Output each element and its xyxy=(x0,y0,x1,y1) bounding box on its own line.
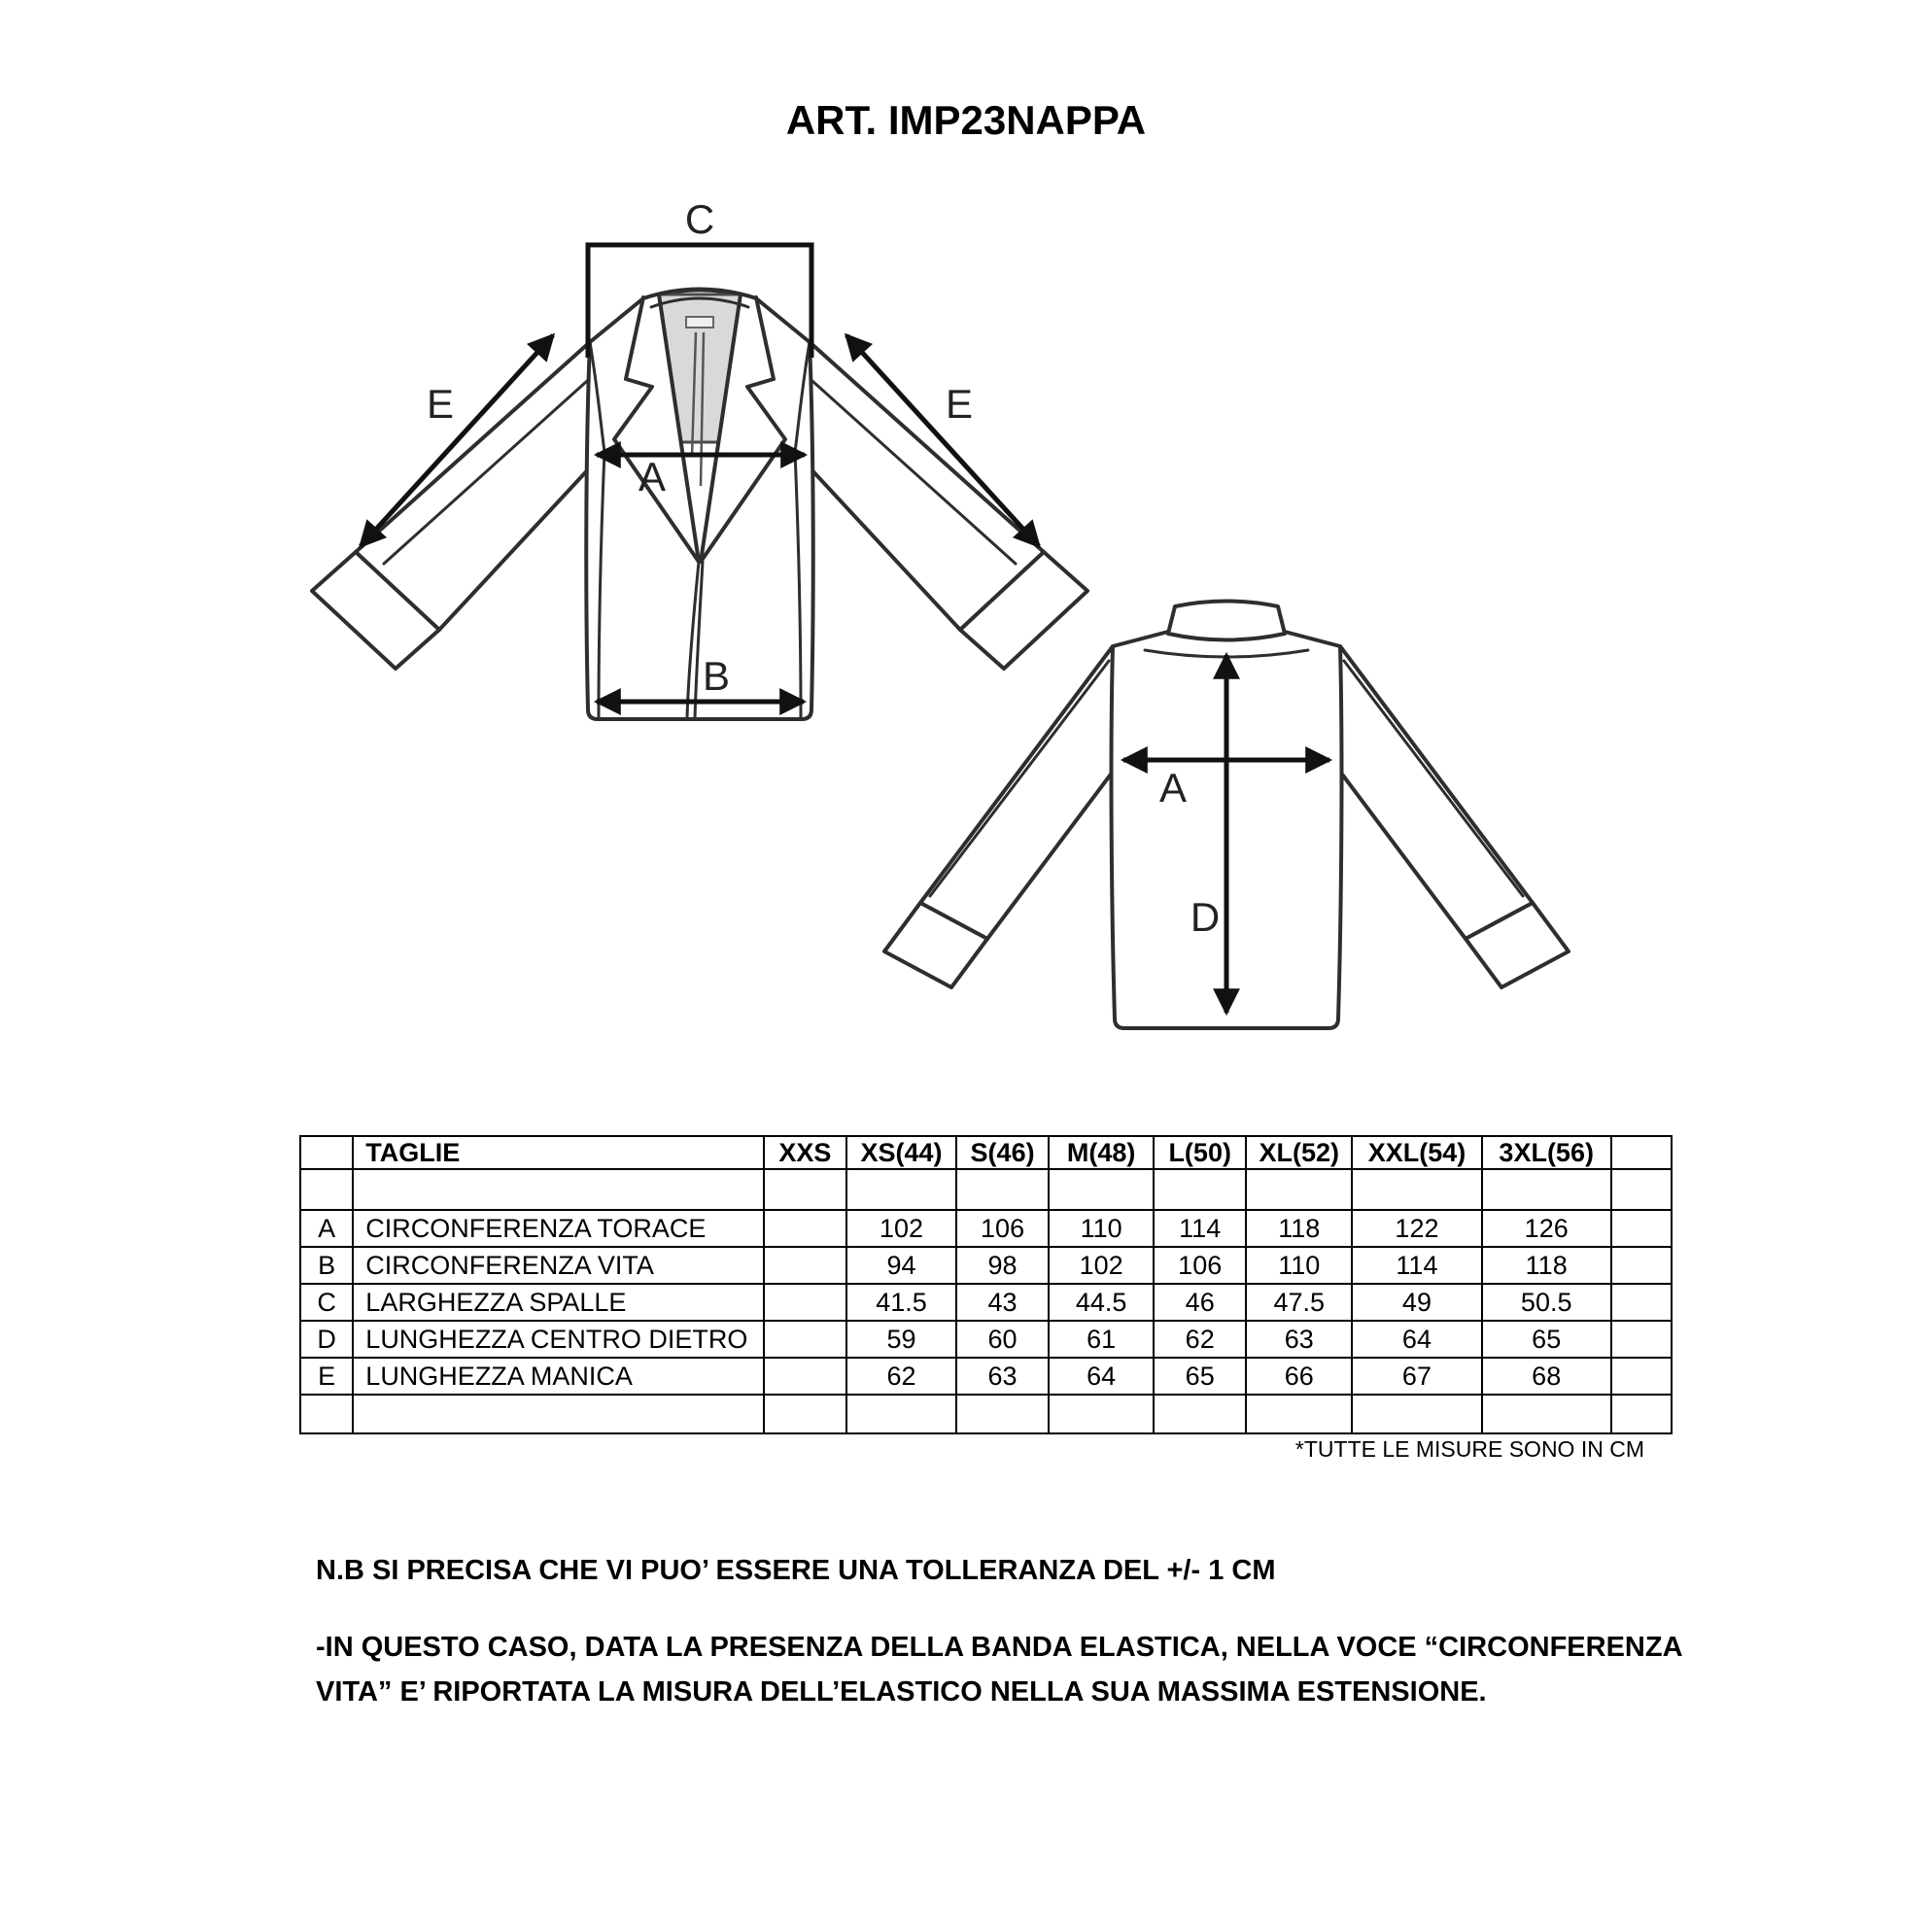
table-cell: 118 xyxy=(1482,1247,1611,1284)
table-cell: 59 xyxy=(846,1321,956,1358)
table-cell: 118 xyxy=(1246,1210,1352,1247)
table-cell xyxy=(1611,1210,1672,1247)
row-label: LUNGHEZZA CENTRO DIETRO xyxy=(353,1321,763,1358)
table-cell: 61 xyxy=(1049,1321,1154,1358)
table-cell: 106 xyxy=(1154,1247,1247,1284)
table-row-back-length xyxy=(300,1321,1672,1358)
table-cell: 62 xyxy=(846,1358,956,1395)
spacer-row xyxy=(300,1395,1672,1433)
column-header-l: L(50) xyxy=(1154,1136,1247,1169)
table-cell: 43 xyxy=(956,1284,1050,1321)
table-cell: 122 xyxy=(1352,1210,1482,1247)
column-header-3xl: 3XL(56) xyxy=(1482,1136,1611,1169)
column-header-xxs: XXS xyxy=(764,1136,846,1169)
table-cell xyxy=(1611,1247,1672,1284)
column-header xyxy=(1611,1136,1672,1169)
table-cell: 62 xyxy=(1154,1321,1247,1358)
table-cell: 64 xyxy=(1352,1321,1482,1358)
table-cell xyxy=(1611,1321,1672,1358)
row-label: LARGHEZZA SPALLE xyxy=(353,1284,763,1321)
row-key: A xyxy=(300,1210,353,1247)
table-cell xyxy=(1611,1358,1672,1395)
column-header xyxy=(300,1136,353,1169)
table-cell: 41.5 xyxy=(846,1284,956,1321)
table-header-row xyxy=(300,1136,1672,1169)
row-label: CIRCONFERENZA TORACE xyxy=(353,1210,763,1247)
elastic-band-note-line1: -IN QUESTO CASO, DATA LA PRESENZA DELLA BANDA ELASTICA, NELLA VOCE “CIRCONFERENZA xyxy=(316,1632,1683,1663)
table-cell: 110 xyxy=(1049,1210,1154,1247)
table-cell: 63 xyxy=(956,1358,1050,1395)
table-row-waist xyxy=(300,1247,1672,1284)
table-cell: 94 xyxy=(846,1247,956,1284)
table-cell xyxy=(764,1284,846,1321)
front-chest-label: A xyxy=(638,454,667,500)
table-cell xyxy=(764,1321,846,1358)
back-width-label: A xyxy=(1158,765,1188,811)
column-header-xs: XS(44) xyxy=(846,1136,956,1169)
row-key: E xyxy=(300,1358,353,1395)
column-header-taglie: TAGLIE xyxy=(353,1136,763,1169)
front-shoulder-label: C xyxy=(684,196,715,242)
table-cell: 102 xyxy=(846,1210,956,1247)
table-cell: 50.5 xyxy=(1482,1284,1611,1321)
jacket-front-view xyxy=(312,290,1087,720)
units-footnote: *TUTTE LE MISURE SONO IN CM xyxy=(1294,1436,1644,1462)
table-cell: 64 xyxy=(1049,1358,1154,1395)
table-cell: 114 xyxy=(1154,1210,1247,1247)
size-table xyxy=(299,1135,1673,1434)
table-cell xyxy=(764,1210,846,1247)
table-cell: 126 xyxy=(1482,1210,1611,1247)
table-row-shoulders xyxy=(300,1284,1672,1321)
table-cell: 68 xyxy=(1482,1358,1611,1395)
column-header-xxl: XXL(54) xyxy=(1352,1136,1482,1169)
table-cell: 60 xyxy=(956,1321,1050,1358)
table-cell: 106 xyxy=(956,1210,1050,1247)
table-cell: 67 xyxy=(1352,1358,1482,1395)
page-title: ART. IMP23NAPPA xyxy=(785,97,1147,143)
tolerance-note: N.B SI PRECISA CHE VI PUO’ ESSERE UNA TOLLERANZA DEL +/- 1 CM xyxy=(316,1555,1276,1586)
table-cell xyxy=(764,1358,846,1395)
spacer-row xyxy=(300,1169,1672,1210)
table-cell: 110 xyxy=(1246,1247,1352,1284)
table-cell: 65 xyxy=(1482,1321,1611,1358)
back-length-label: D xyxy=(1190,894,1221,940)
table-cell: 66 xyxy=(1246,1358,1352,1395)
column-header-s: S(46) xyxy=(956,1136,1050,1169)
row-label: CIRCONFERENZA VITA xyxy=(353,1247,763,1284)
table-cell: 47.5 xyxy=(1246,1284,1352,1321)
row-label: LUNGHEZZA MANICA xyxy=(353,1358,763,1395)
table-cell xyxy=(1611,1284,1672,1321)
table-cell: 65 xyxy=(1154,1358,1247,1395)
column-header-m: M(48) xyxy=(1049,1136,1154,1169)
right-sleeve-label: E xyxy=(945,381,974,427)
table-cell: 46 xyxy=(1154,1284,1247,1321)
table-cell: 98 xyxy=(956,1247,1050,1284)
table-row-chest xyxy=(300,1210,1672,1247)
row-key: C xyxy=(300,1284,353,1321)
table-cell: 44.5 xyxy=(1049,1284,1154,1321)
table-cell: 49 xyxy=(1352,1284,1482,1321)
front-hem-label: B xyxy=(702,653,731,699)
elastic-band-note xyxy=(316,1625,1696,1714)
column-header-xl: XL(52) xyxy=(1246,1136,1352,1169)
table-cell xyxy=(764,1247,846,1284)
table-row-sleeve-length xyxy=(300,1358,1672,1395)
elastic-band-note-line2: VITA” E’ RIPORTATA LA MISURA DELL’ELASTICO NELLA SUA MASSIMA ESTENSIONE. xyxy=(316,1676,1487,1708)
row-key: D xyxy=(300,1321,353,1358)
table-cell: 63 xyxy=(1246,1321,1352,1358)
table-cell: 102 xyxy=(1049,1247,1154,1284)
row-key: B xyxy=(300,1247,353,1284)
left-sleeve-label: E xyxy=(426,381,455,427)
table-cell: 114 xyxy=(1352,1247,1482,1284)
